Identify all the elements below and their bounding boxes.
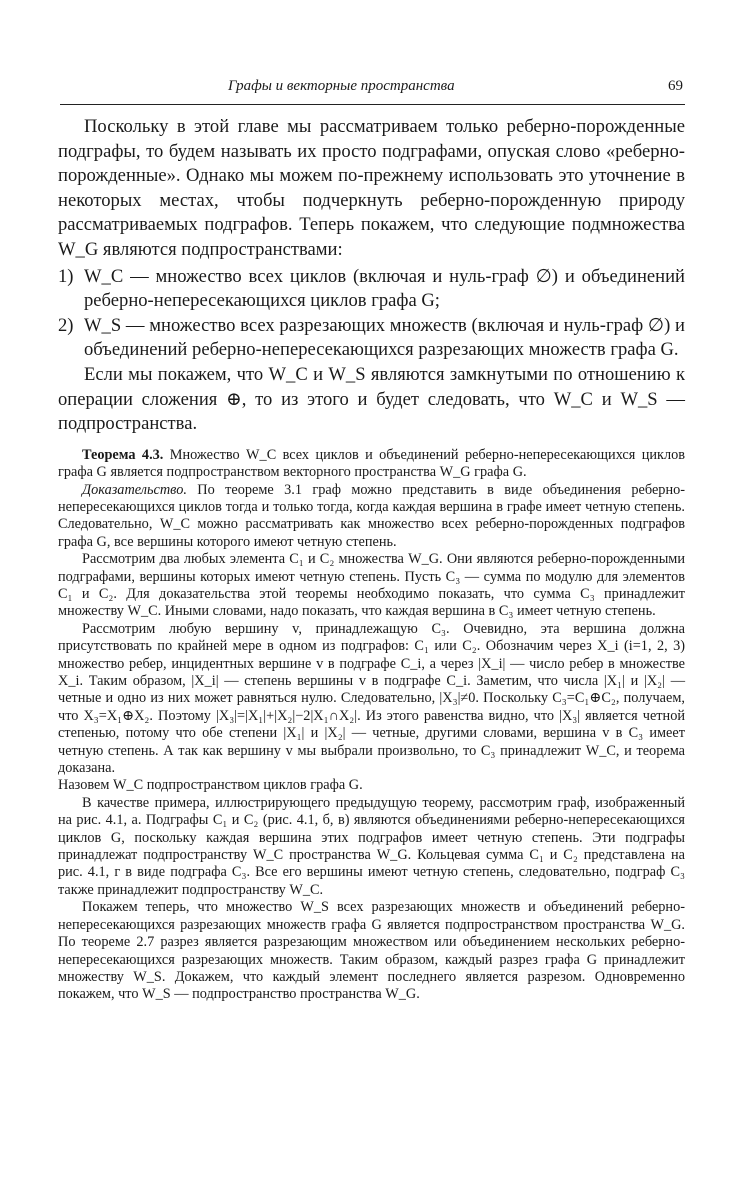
running-header	[60, 78, 685, 105]
subspace-list	[58, 265, 685, 363]
theorem-text: Множество W_C всех циклов и объединений реберно-непересекающихся циклов графа G является подпространством векторного пространства W_G графа G.	[58, 446, 685, 481]
definition-sentence: Назовем W_C подпространством циклов графа G.	[58, 777, 363, 794]
list-item-number: 1)	[58, 265, 74, 287]
page-number: 69	[668, 78, 683, 94]
proof-paragraph	[58, 482, 685, 552]
proof-label: Доказательство.	[82, 481, 187, 498]
cutset-paragraph: Покажем теперь, что множество W_S всех разрезающих множеств и объединений реберно-непересекающихся разрезающих множеств графа G является подпространством пространства W_G. По теореме 2.7 разрез является разрезающим множеством или объединением нескольких реберно-непересекающихся разрезающих множеств. Таким образом, каждый разрез графа G принадлежит множеству W_S. Докажем, что каждый элемент последнего является разрезом. Одновременно покажем, что W_S — подпространство пространства W_G.	[58, 899, 685, 1003]
proof-paragraph-2: Рассмотрим два любых элемента C₁ и C₂ множества W_G. Они являются реберно-порожденными подграфами, вершины которых имеют четную степень. Пусть C₃ — сумма по модулю для элементов C₁ и C₂. Для доказательства этой теоремы необходимо показать, что сумма C₃ принадлежит множеству W_C. Иными словами, надо показать, что каждая вершина в C₃ имеет четную степень.	[58, 551, 685, 620]
proof-text: По теореме 3.1 граф можно представить в виде объединения реберно-непересекающихся циклов тогда и только тогда, когда каждая вершина в графе имеет четную степень. Следовательно, W_C можно рассматривать как множество всех реберно-порожденных подграфов графа G, все вершины которого имеют четную степень.	[58, 481, 686, 550]
list-item	[58, 314, 685, 363]
proof-paragraph-3: Рассмотрим любую вершину v, принадлежащую C₃. Очевидно, эта вершина должна присутствовать по крайней мере в одном из подграфов: C₁ или C₂. Обозначим через X_i (i=1, 2, 3) множество ребер, инцидентных вершине v в подграфе C_i, а через |X_i| — число ребер в множестве X_i. Таким образом, |X_i| — степень вершины v в подграфе C_i. Заметим, что числа |X₁| и |X₂| — четные и одно из них может равняться нулю. Следовательно, |X₃|≠0. Поскольку C₃=C₁⊕C₂, получаем, что X₃=X₁⊕X₂. Поэтому |X₃|=|X₁|+|X₂|−2|X₁∩X₂|. Из этого равенства видно, что |X₃| является четной степенью, потому что обе степени |X₁| и |X₂| — четные, другими словами, вершина v в C₃ имеет четную степень. А так как вершину v мы выбрали произвольно, то C₃ принадлежит W_C, и теорема доказана.	[58, 620, 685, 777]
list-item-text: W_S — множество всех разрезающих множеств (включая и нуль-граф ∅) и объединений реберно-непересекающихся разрезающих множеств графа G.	[84, 314, 685, 361]
list-item	[58, 265, 685, 314]
intro-conclusion: Если мы покажем, что W_C и W_S являются замкнутыми по отношению к операции сложения ⊕, то из этого и будет следовать, что W_C и W_S — подпространства.	[58, 363, 685, 435]
theorem-paragraph	[58, 447, 685, 482]
list-item-number: 2)	[58, 314, 74, 336]
intro-paragraph: Поскольку в этой главе мы рассматриваем только реберно-порожденные подграфы, то будем называть их просто подграфами, опуская слово «реберно-порожденные». Однако мы можем по-прежнему использовать это уточнение в некоторых местах, чтобы подчеркнуть реберно-порожденную природу рассматриваемых подграфов. Теперь покажем, что следующие подмножества W_G являются подпространствами:	[58, 116, 685, 260]
list-item-text: W_C — множество всех циклов (включая и нуль-граф ∅) и объединений реберно-непересекающихся циклов графа G;	[84, 265, 685, 312]
running-title: Графы и векторные пространства	[228, 78, 455, 94]
example-paragraph: В качестве примера, иллюстрирующего предыдущую теорему, рассмотрим граф, изображенный на рис. 4.1, а. Подграфы C₁ и C₂ (рис. 4.1, б, в) являются объединениями реберно-непересекающихся циклов G, поскольку каждая вершина этих подграфов имеет четную степень. Эти подграфы принадлежат подпространству W_C пространства W_G. Кольцевая сумма C₁ и C₂ представлена на рис. 4.1, г в виде подграфа C₃. Все его вершины имеют четную степень, следовательно, подграф C₃ также принадлежит подпространству W_C.	[58, 794, 685, 898]
theorem-label: Теорема 4.3.	[82, 446, 164, 463]
page-body	[58, 115, 685, 1004]
